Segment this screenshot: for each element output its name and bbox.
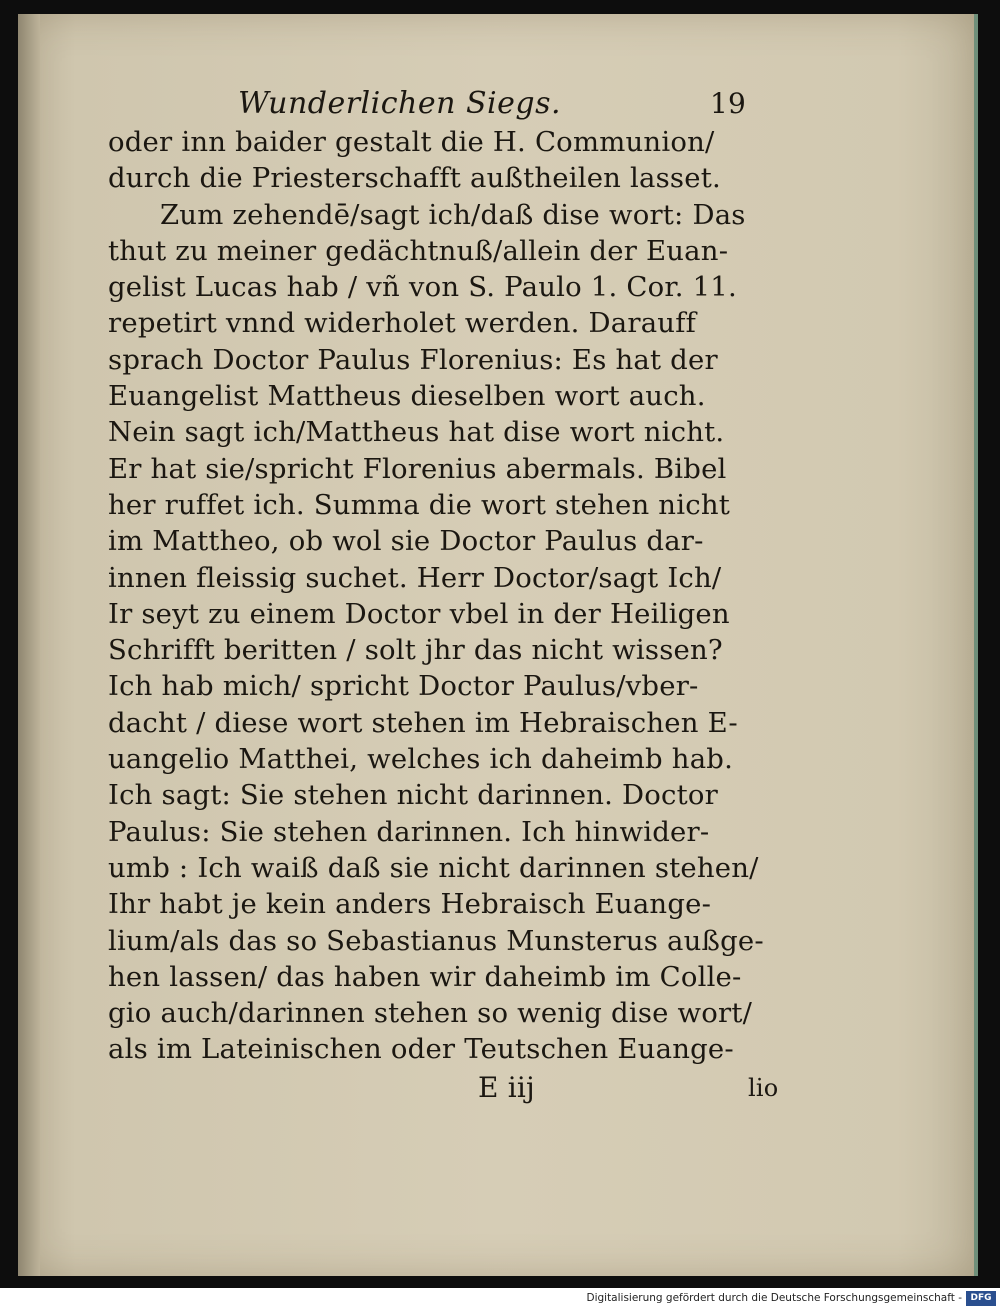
text-line: hen lassen/ das haben wir daheimb im Colle- xyxy=(108,960,742,993)
running-title: Wunderlichen Siegs. xyxy=(238,86,562,121)
text-line: thut zu meiner gedächtnuß/allein der Euan- xyxy=(108,234,729,267)
catchword: lio xyxy=(748,1073,779,1102)
credit-text: Digitalisierung gefördert durch die Deutsche Forschungsgemeinschaft - xyxy=(586,1292,962,1304)
text-line: lium/als das so Sebastianus Munsterus außge- xyxy=(108,924,764,957)
text-line: uangelio Matthei, welches ich daheimb hab. xyxy=(108,743,734,776)
text-line: dacht / diese wort stehen im Hebraischen E- xyxy=(108,706,738,739)
page-gutter xyxy=(18,14,40,1276)
text-line: repetirt vnnd widerholet werden. Darauff xyxy=(108,307,696,340)
text-block xyxy=(108,84,788,1110)
text-line: innen fleissig suchet. Herr Doctor/sagt Ich/ xyxy=(108,561,722,594)
dfg-logo: DFG xyxy=(966,1291,996,1306)
page-footer xyxy=(108,1070,788,1110)
text-line: durch die Priesterschafft außtheilen lasset. xyxy=(108,162,721,195)
credit-bar xyxy=(0,1288,1000,1310)
text-line: als im Lateinischen oder Teutschen Euange- xyxy=(108,1033,734,1066)
text-line: Er hat sie/spricht Florenius abermals. Bibel xyxy=(108,452,727,485)
text-line: Ihr habt je kein anders Hebraisch Euange- xyxy=(108,888,712,921)
text-line: sprach Doctor Paulus Florenius: Es hat der xyxy=(108,343,718,376)
running-head xyxy=(108,84,788,124)
text-line: Schrifft beritten / solt jhr das nicht wissen? xyxy=(108,634,723,667)
text-line: Zum zehendē/sagt ich/daß dise wort: Das xyxy=(160,198,746,231)
text-line: Euangelist Mattheus dieselben wort auch. xyxy=(108,380,706,413)
text-line: gelist Lucas hab / vñ von S. Paulo 1. Cor. 11. xyxy=(108,271,737,304)
signature-mark: E iij xyxy=(478,1070,535,1104)
text-line: Paulus: Sie stehen darinnen. Ich hinwider- xyxy=(108,815,710,848)
text-line: im Mattheo, ob wol sie Doctor Paulus dar- xyxy=(108,525,704,558)
text-line: oder inn baider gestalt die H. Communion/ xyxy=(108,126,715,158)
text-lines xyxy=(108,124,788,1068)
book-page xyxy=(18,14,978,1276)
text-line: Ich sagt: Sie stehen nicht darinnen. Doctor xyxy=(108,779,719,812)
text-line: gio auch/darinnen stehen so wenig dise wort/ xyxy=(108,997,753,1030)
text-line: her ruffet ich. Summa die wort stehen nicht xyxy=(108,488,730,521)
page-number: 19 xyxy=(710,87,747,120)
text-line: umb : Ich waiß daß sie nicht darinnen stehen/ xyxy=(108,851,759,884)
text-line: Ich hab mich/ spricht Doctor Paulus/vber- xyxy=(108,670,699,703)
text-line: Ir seyt zu einem Doctor vbel in der Heiligen xyxy=(108,597,730,630)
text-line: Nein sagt ich/Mattheus hat dise wort nicht. xyxy=(108,416,725,449)
